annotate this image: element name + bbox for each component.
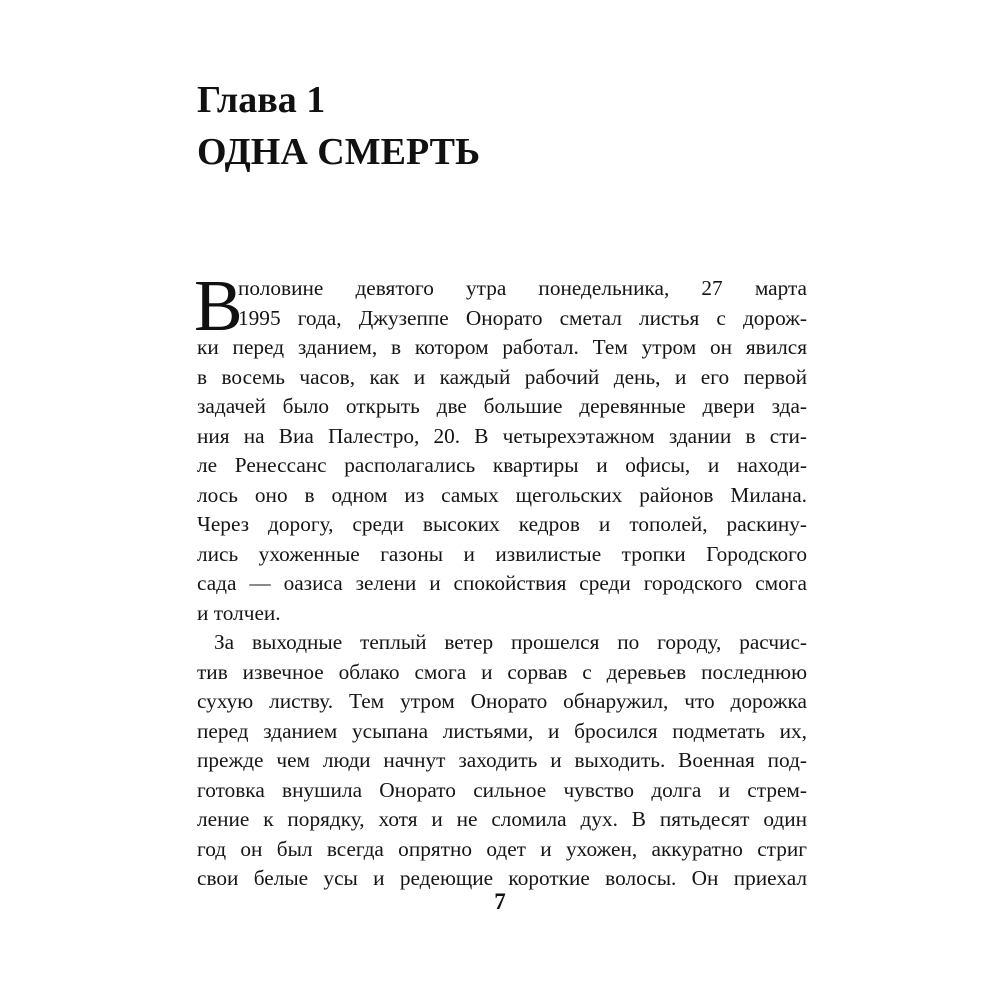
chapter-heading bbox=[197, 74, 480, 178]
text-line: перед зданием усыпана листьями, и бросился подметать их, bbox=[197, 718, 807, 743]
text-line: сухую листву. Тем утром Онорато обнаружил, что дорожка bbox=[197, 689, 807, 713]
text-line: лось оно в одном из самых щегольских районов Милана. bbox=[197, 482, 807, 507]
text-line: За выходные теплый ветер прошелся по городу, расчис- bbox=[214, 630, 807, 654]
text-line: ле Ренессанс располагались квартиры и офисы, и находи- bbox=[197, 453, 807, 477]
text-line: в восемь часов, как и каждый рабочий день, и его первой bbox=[197, 364, 807, 389]
paragraph-1 bbox=[194, 265, 807, 628]
body-text bbox=[194, 265, 807, 894]
text-line: ния на Виа Палестро, 20. В четырехэтажном здании в сти- bbox=[197, 423, 807, 448]
text-line: половине девятого утра понедельника, 27 марта bbox=[238, 276, 807, 300]
text-line: тив извечное облако смога и сорвав с деревьев последнюю bbox=[197, 659, 807, 684]
paragraph-2 bbox=[197, 628, 807, 894]
text-line: свои белые усы и редеющие короткие волосы. Он приехал bbox=[197, 866, 807, 890]
text-line: задачей было открыть две большие деревянные двери зда- bbox=[197, 394, 807, 418]
text-line: прежде чем люди начнут заходить и выходить. Военная под- bbox=[197, 748, 807, 772]
chapter-title: ОДНА СМЕРТЬ bbox=[197, 131, 481, 173]
text-line: лись ухоженные газоны и извилистые тропки Городского bbox=[197, 541, 807, 566]
chapter-label: Глава 1 bbox=[197, 79, 326, 121]
text-line: 1995 года, Джузеппе Онорато сметал листья с дорож- bbox=[238, 305, 807, 330]
text-line: и толчеи. bbox=[197, 600, 281, 625]
text-line: сада — оазиса зелени и спокойствия среди городского смога bbox=[197, 571, 807, 595]
text-line: ление к порядку, хотя и не сломила дух. В пятьдесят один bbox=[197, 807, 807, 831]
text-line: готовка внушила Онорато сильное чувство долга и стрем- bbox=[197, 777, 807, 802]
text-line: ки перед зданием, в котором работал. Тем утром он явился bbox=[197, 335, 807, 359]
text-line: Через дорогу, среди высоких кедров и тополей, раскину- bbox=[197, 512, 807, 536]
page-number: 7 bbox=[494, 889, 506, 914]
text-line: год он был всегда опрятно одет и ухожен, аккуратно стриг bbox=[197, 836, 807, 861]
drop-cap: В bbox=[194, 265, 243, 346]
